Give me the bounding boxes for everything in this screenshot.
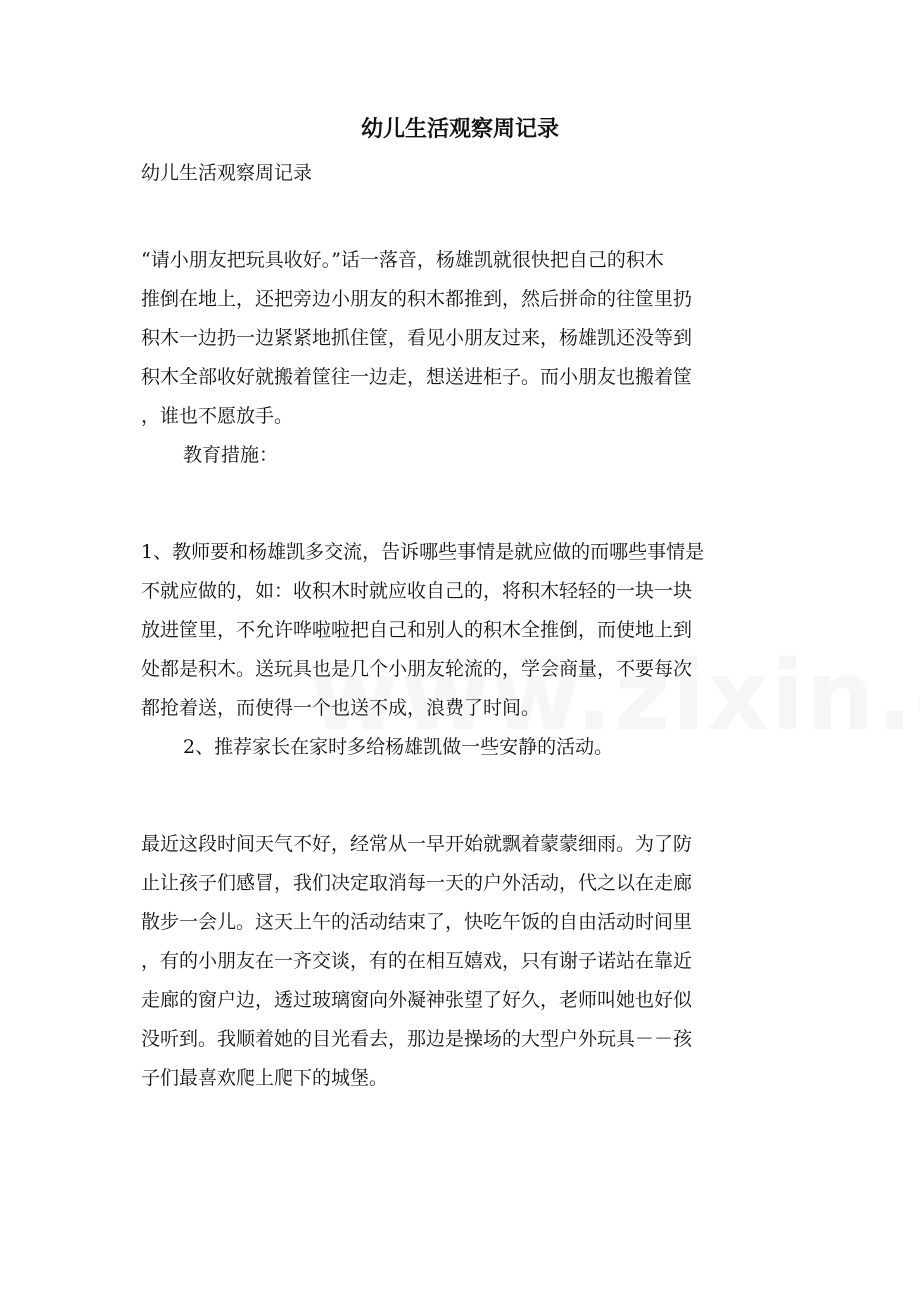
measure-2: 2、推荐家长在家时多给杨雄凯做一些安静的活动。 <box>183 736 614 758</box>
text-line: 积木一边扔一边紧紧地抓住筐，看见小朋友过来，杨雄凯还没等到 <box>141 327 693 349</box>
text-line: “请小朋友把玩具收好。”话一落音，杨雄凯就很快把自己的积木 <box>141 249 664 271</box>
text-line: 推倒在地上，还把旁边小朋友的积木都推到，然后拼命的往筐里扔 <box>141 288 693 310</box>
document-title: 幼儿生活观察周记录 <box>360 116 559 142</box>
text-line: ，有的小朋友在一齐交谈，有的在相互嬉戏，只有谢子诺站在靠近 <box>141 950 693 972</box>
text-line: 没听到。我顺着她的目光看去，那边是操场的大型户外玩具－－孩 <box>141 1028 693 1050</box>
document-subtitle: 幼儿生活观察周记录 <box>141 162 313 184</box>
text-line: 积木全部收好就搬着筐往一边走，想送进柜子。而小朋友也搬着筐 <box>141 366 693 388</box>
text-line: 1、教师要和杨雄凯多交流，告诉哪些事情是就应做的而哪些事情是 <box>141 541 705 563</box>
text-line: 处都是积木。送玩具也是几个小朋友轮流的，学会商量，不要每次 <box>141 658 693 680</box>
observation-paragraph-1 <box>141 241 781 475</box>
measures-label: 教育措施： <box>183 444 279 466</box>
text-line: 走廊的窗户边，透过玻璃窗向外凝神张望了好久，老师叫她也好似 <box>141 989 693 1011</box>
text-line: 子们最喜欢爬上爬下的城堡。 <box>141 1067 389 1089</box>
observation-paragraph-2 <box>141 825 781 1098</box>
text-line: 止让孩子们感冒，我们决定取消每一天的户外活动，代之以在走廊 <box>141 872 693 894</box>
text-line: 都抢着送，而使得一个也送不成，浪费了时间。 <box>141 697 541 719</box>
text-line: 最近这段时间天气不好，经常从一早开始就飘着蒙蒙细雨。为了防 <box>141 833 693 855</box>
text-line: 不就应做的，如：收积木时就应收自己的，将积木轻轻的一块一块 <box>141 580 693 602</box>
text-line: 散步一会儿。这天上午的活动结束了，快吃午饭的自由活动时间里 <box>141 911 693 933</box>
measure-1-paragraph <box>141 533 781 767</box>
text-line: ，谁也不愿放手。 <box>141 405 294 427</box>
text-line: 放进筐里，不允许哗啦啦把自己和别人的积木全推倒，而使地上到 <box>141 619 693 641</box>
